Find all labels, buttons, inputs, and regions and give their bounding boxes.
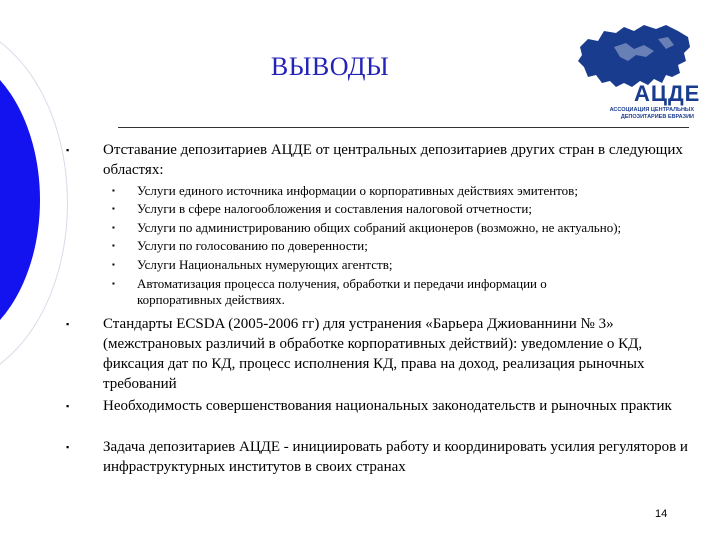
bullet-item — [66, 396, 699, 416]
bullet-marker: ▪ — [112, 241, 115, 250]
bullet-item — [66, 314, 699, 394]
bullet-marker: ▪ — [66, 145, 70, 155]
logo-subtitle-line: АССОЦИАЦИЯ ЦЕНТРАЛЬНЫХ — [609, 107, 694, 113]
bullet-text: Задача депозитариев АЦДЕ - инициировать работу и координировать усилия регуляторов и инфраструктурных институтов в своих странах — [103, 439, 688, 475]
sub-bullet-item — [112, 257, 702, 273]
bullet-text: Стандарты ECSDA (2005-2006 гг) для устранения «Барьера Джиованнини № 3» (межстрановых различий в обработке корпоративных действий): уведомление о КД, фиксация дат по КД, процесс исполнения КД, права на доход, реализация рыночных требований — [103, 316, 645, 392]
bullet-marker: ▪ — [66, 401, 70, 411]
logo-subtitle-line: ДЕПОЗИТАРИЕВ ЕВРАЗИИ — [620, 114, 694, 120]
sub-bullet-text: Услуги в сфере налогообложения и составления налоговой отчетности; — [137, 201, 532, 216]
sub-bullet-item — [112, 220, 702, 236]
sub-bullet-item — [112, 183, 702, 199]
bullet-item — [66, 437, 699, 477]
bullet-marker: ▪ — [112, 279, 115, 288]
page-number: 14 — [655, 508, 668, 520]
sub-bullet-text: Услуги по голосованию по доверенности; — [137, 238, 368, 253]
sub-bullet-text: Автоматизация процесса получения, обработки и передачи информации о корпоративных действиях. — [137, 276, 547, 307]
bullet-text: Необходимость совершенствования национальных законодательств и рыночных практик — [103, 398, 672, 414]
bullet-text: Отставание депозитариев АЦДЕ от центральных депозитариев других стран в следующих областях: — [103, 142, 683, 178]
sub-bullet-text: Услуги по администрированию общих собраний акционеров (возможно, не актуально); — [137, 220, 622, 235]
sub-bullet-text: Услуги единого источника информации о корпоративных действиях эмитентов; — [137, 183, 578, 198]
bullet-marker: ▪ — [112, 260, 115, 269]
logo-abbreviation: АЦДЕ — [634, 81, 701, 106]
sub-bullet-item — [112, 276, 627, 308]
sub-bullet-item — [112, 201, 702, 217]
bullet-marker: ▪ — [112, 204, 115, 213]
bullet-marker: ▪ — [66, 442, 70, 452]
bullet-marker: ▪ — [112, 223, 115, 232]
bullet-marker: ▪ — [66, 319, 70, 329]
sub-bullet-item — [112, 238, 702, 254]
slide-title: ВЫВОДЫ — [270, 52, 390, 81]
sub-bullet-text: Услуги Национальных нумерующих агентств; — [137, 257, 393, 272]
bullet-item — [66, 140, 699, 180]
bullet-marker: ▪ — [112, 186, 115, 195]
